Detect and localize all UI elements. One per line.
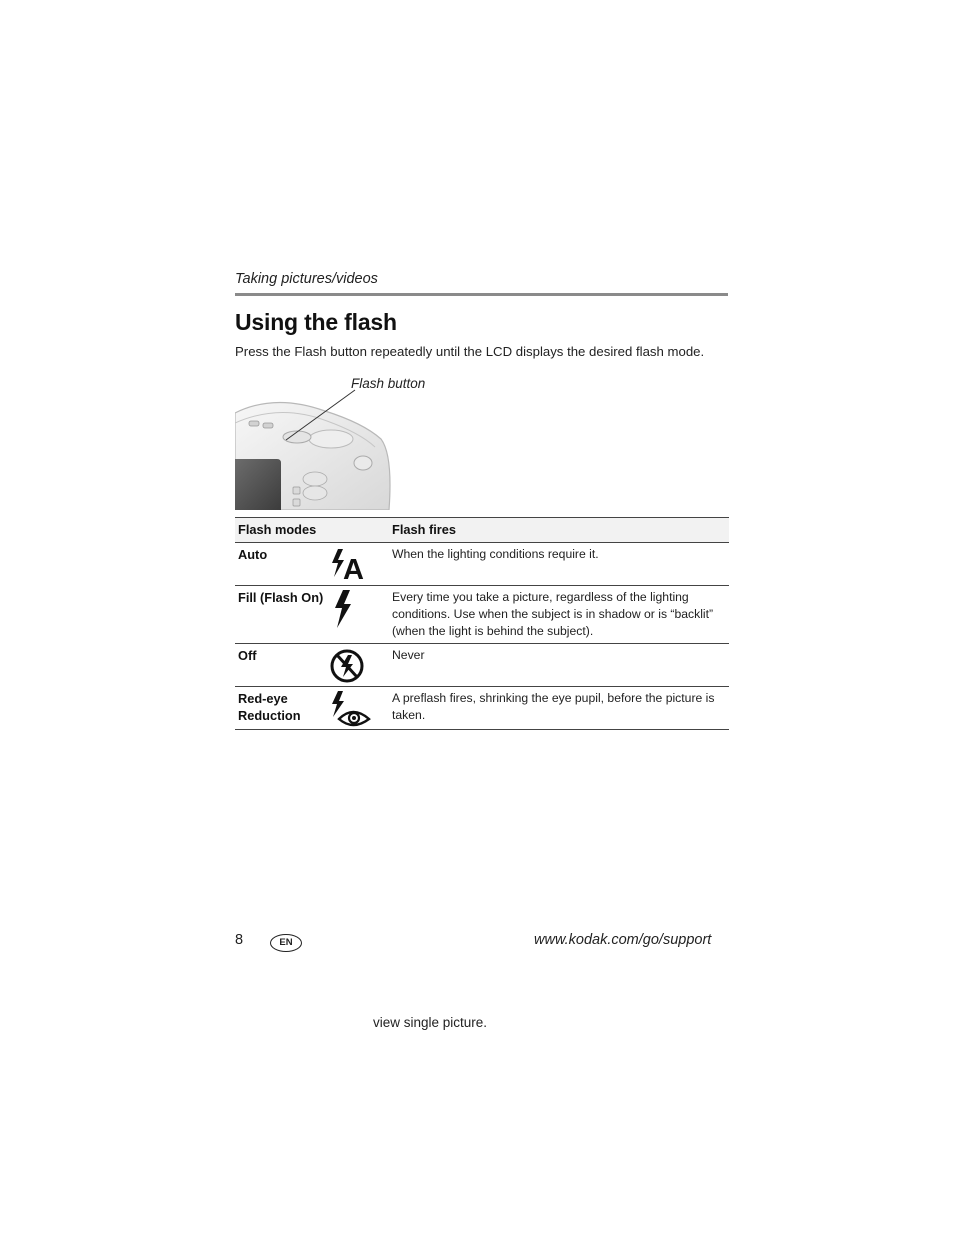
language-badge: EN: [270, 934, 302, 952]
stray-text: view single picture.: [373, 1015, 488, 1030]
table-row: [235, 543, 729, 586]
svg-text:A: A: [343, 554, 364, 585]
flash-red-eye-icon: [329, 689, 377, 729]
mode-description: A preflash fires, shrinking the eye pupil, before the picture is taken.: [389, 687, 729, 730]
table-header-row: [235, 518, 729, 543]
table-row: [235, 687, 729, 730]
table-row: [235, 644, 729, 687]
mode-description: When the lighting conditions require it.: [389, 543, 729, 586]
page-title: Using the flash: [235, 309, 397, 335]
flash-button-callout: Flash button: [351, 376, 426, 391]
mode-name: Fill (Flash On): [235, 586, 329, 644]
mode-description: Every time you take a picture, regardless of the lighting conditions. Use when the subject is in shadow or is “backlit” (when the light is behind the subject).: [389, 586, 729, 644]
flash-modes-table: [235, 517, 729, 730]
flash-off-icon: [329, 646, 377, 686]
header-rule: [235, 293, 728, 296]
table-row: [235, 586, 729, 644]
mode-description: Never: [389, 644, 729, 687]
mode-name: Auto: [235, 543, 329, 586]
page-number: 8: [235, 932, 244, 948]
mode-name: Red-eye Reduction: [235, 687, 329, 730]
section-header: Taking pictures/videos: [235, 271, 378, 287]
column-header-fires: Flash fires: [389, 518, 729, 543]
support-url: www.kodak.com/go/support: [534, 932, 712, 948]
camera-photo: [235, 375, 391, 510]
flash-fill-icon: [329, 588, 377, 628]
intro-text: Press the Flash button repeatedly until the LCD displays the desired flash mode.: [235, 344, 705, 359]
column-header-modes: Flash modes: [235, 518, 389, 543]
mode-name: Off: [235, 644, 329, 687]
flash-auto-icon: [329, 545, 377, 585]
